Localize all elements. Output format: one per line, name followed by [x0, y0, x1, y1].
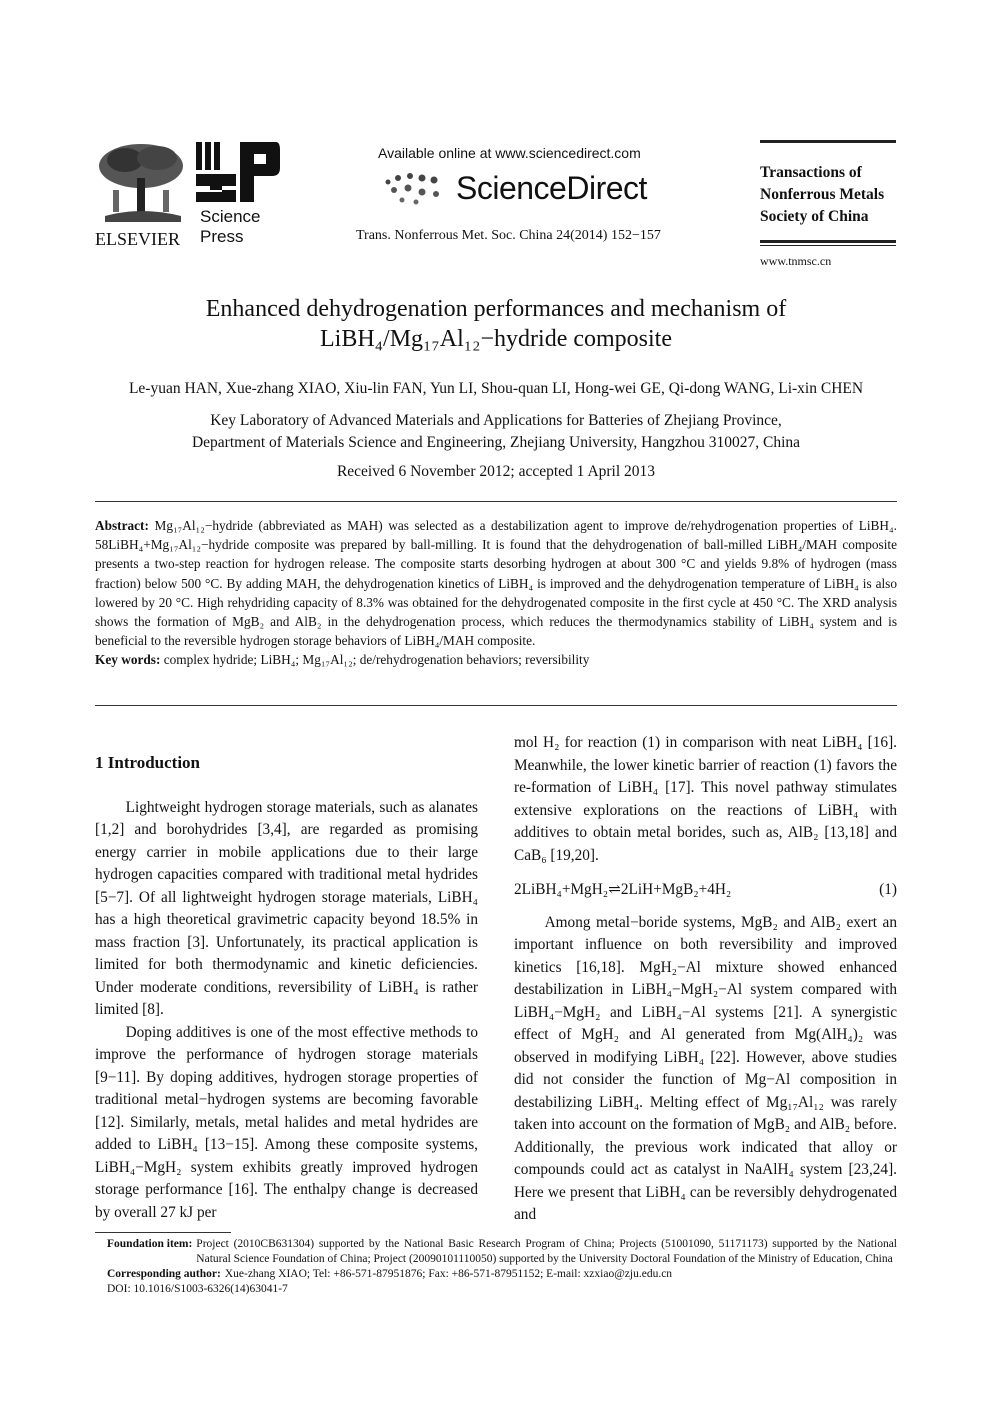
left-column	[95, 752, 478, 1224]
abstract-text: Mg₁₇Al₁₂−hydride (abbreviated as MAH) was selected as a destabilization agent to improve de/rehydrogenation properties of LiBH₄. 58LiBH₄+Mg₁₇Al₁₂−hydride composite was prepared by ball-milling. It is found that the dehydrogenation of ball-milled LiBH₄/MAH composite presents a two-step reaction for hydrogen release. The composite starts desorbing hydrogen at about 300 °C and yields 9.8% of hydrogen (mass fraction) below 500 °C. By adding MAH, the dehydrogenation kinetics of LiBH₄ is improved and the dehydrogenation temperature of LiBH₄ is also lowered by 20 °C. High rehydriding capacity of 8.3% was obtained for the dehydrogenated composite in the first cycle at 450 °C. The XRD analysis shows the formation of MgB₂ and AlB₂ in the dehydrogenation process, which reduces the thermodynamics stability of LiBH₄ system and is beneficial to the reversible hydrogen storage behaviors of LiBH₄/MAH composite.	[95, 518, 897, 649]
keywords-paragraph	[95, 650, 897, 669]
masthead-rule	[760, 140, 896, 143]
equation-number: (1)	[879, 881, 897, 898]
corresponding-note	[95, 1267, 897, 1282]
journal-name	[760, 162, 896, 228]
elsevier-wordmark: ELSEVIER	[95, 229, 180, 249]
elsevier-tree-icon	[95, 140, 189, 222]
intro-paragraph-2: Doping additives is one of the most effective methods to improve the performance of hydrogen storage materials [9−11]. By doping additives, hydrogen storage properties of traditional metal−hydrogen systems are becoming favorable [12]. Similarly, metals, metal halides and metal hydrides are added to LiBH₄ [13−15]. Among these composite systems, LiBH₄−MgH₂ system exhibits greatly improved hydrogen storage performance [16]. The enthalpy change is decreased by overall 27 kJ per	[95, 1023, 478, 1221]
foundation-text: Project (2010CB631304) supported by the National Basic Research Program of China; Projects (51001090, 51171173) supported by the National Natural Science Foundation of China; Project (20090101110050) supported by the University Doctoral Foundation of the Ministry of Education, China	[196, 1238, 897, 1265]
affiliation-line-2: Department of Materials Science and Engineering, Zhejiang University, Hangzhou 310027, China	[191, 434, 801, 451]
footnote-rule	[95, 1232, 231, 1233]
journal-url: www.tnmsc.cn	[760, 254, 832, 268]
sciencedirect-dots-icon	[380, 168, 450, 208]
journal-masthead	[760, 140, 896, 269]
received-dates: Received 6 November 2012; accepted 1 April 2013	[336, 463, 656, 480]
author-list: Le-yuan HAN, Xue-zhang XIAO, Xiu-lin FAN, Yun LI, Shou-quan LI, Hong-wei GE, Qi-dong WANG, Li-xin CHEN	[128, 380, 864, 397]
intro-paragraph-3: mol H₂ for reaction (1) in comparison with neat LiBH₄ [16]. Meanwhile, the lower kinetic barrier of reaction (1) favors the re-formation of LiBH₄ [17]. This novel pathway stimulates extensive explorations on the reactions of LiBH₄ with additives to obtain metal borides, such as, AlB₂ [13,18] and CaB₆ [19,20].	[514, 734, 897, 864]
equation-expression: 2LiBH₄+MgH₂⇌2LiH+MgB₂+4H₂	[514, 881, 732, 898]
corresponding-label: Corresponding author:	[107, 1268, 221, 1280]
masthead-rule	[760, 240, 896, 243]
foundation-note	[95, 1237, 897, 1267]
sciencedirect-wordmark: ScienceDirect	[456, 169, 647, 206]
keywords-label: Key words:	[95, 652, 161, 668]
abstract-block	[95, 516, 897, 670]
affiliation-line-1: Key Laboratory of Advanced Materials and Applications for Batteries of Zhejiang Province,	[210, 412, 782, 429]
journal-name-line-3: Society of China	[760, 208, 869, 225]
citation-line: Trans. Nonferrous Met. Soc. China 24(2014) 152−157	[356, 228, 661, 243]
abstract-label: Abstract:	[95, 518, 149, 533]
article-title	[100, 294, 892, 354]
corresponding-text: Xue-zhang XIAO; Tel: +86-571-87951876; Fax: +86-571-87951152; E-mail: xzxiao@zju.edu.cn	[224, 1268, 673, 1280]
abstract-top-rule	[95, 501, 897, 502]
article-title-line-2: LiBH₄/Mg₁₇Al₁₂−hydride composite	[319, 326, 672, 352]
affiliation	[100, 410, 892, 454]
section-heading: 1 Introduction	[95, 753, 201, 772]
science-press-logo	[196, 140, 284, 248]
abstract-paragraph	[95, 516, 897, 650]
masthead-rule-thin	[760, 245, 896, 246]
sciencedirect-logo	[380, 166, 647, 210]
doi-line[interactable]: DOI: 10.1016/S1003-6326(14)63041-7	[107, 1283, 288, 1295]
journal-name-line-2: Nonferrous Metals	[760, 186, 885, 203]
keywords-text: complex hydride; LiBH₄; Mg₁₇Al₁₂; de/rehydrogenation behaviors; reversibility	[163, 652, 590, 668]
elsevier-logo	[95, 140, 195, 248]
intro-paragraph-1: Lightweight hydrogen storage materials, such as alanates [1,2] and borohydrides [3,4], are regarded as promising energy carrier in mobile applications due to their large hydrogen capacities compared with traditional metal hydrides [5−7]. Of all lightweight hydrogen storage materials, LiBH₄ has a high theoretical gravimetric capacity beyond 18.5% in mass fraction [3]. Unfortunately, its practical application is limited for both thermodynamic and kinetic deficiencies. Under moderate conditions, reversibility of LiBH₄ is rather limited [8].	[95, 798, 478, 1018]
abstract-bottom-rule	[95, 705, 897, 706]
footnote-block	[95, 1237, 897, 1297]
science-press-word-1: Science	[200, 207, 261, 226]
equation-1	[514, 879, 897, 902]
article-title-line-1: Enhanced dehydrogenation performances and mechanism of	[205, 296, 787, 322]
science-press-word-2: Press	[200, 227, 244, 246]
intro-paragraph-4: Among metal−boride systems, MgB₂ and AlB₂ exert an important influence on both reversibility and improved kinetics [16,18]. MgH₂−Al mixture showed enhanced destabilization in LiBH₄−MgH₂−Al system compared with LiBH₄−MgH₂ and LiBH₄−Al systems [21]. A synergistic effect of MgH₂ and Al generated from Mg(AlH₄)₂ was observed in modifying LiBH₄ [22]. However, above studies did not consider the function of Mg−Al composition in destabilizing LiBH₄. Melting effect of Mg₁₇Al₁₂ was rarely taken into account on the formation of MgB₂ and AlB₂ before. Additionally, the previous work indicated that alloy or compounds could act as catalyst in NaAlH₄ system [23,24]. Here we present that LiBH₄ can be reversibly dehydrogenated and	[514, 913, 897, 1223]
science-press-emblem-icon	[196, 140, 280, 202]
right-column	[514, 732, 897, 1227]
foundation-label: Foundation item:	[107, 1238, 193, 1250]
sciencedirect-availability: Available online at www.sciencedirect.com	[378, 145, 641, 161]
journal-name-line-1: Transactions of	[760, 164, 862, 181]
